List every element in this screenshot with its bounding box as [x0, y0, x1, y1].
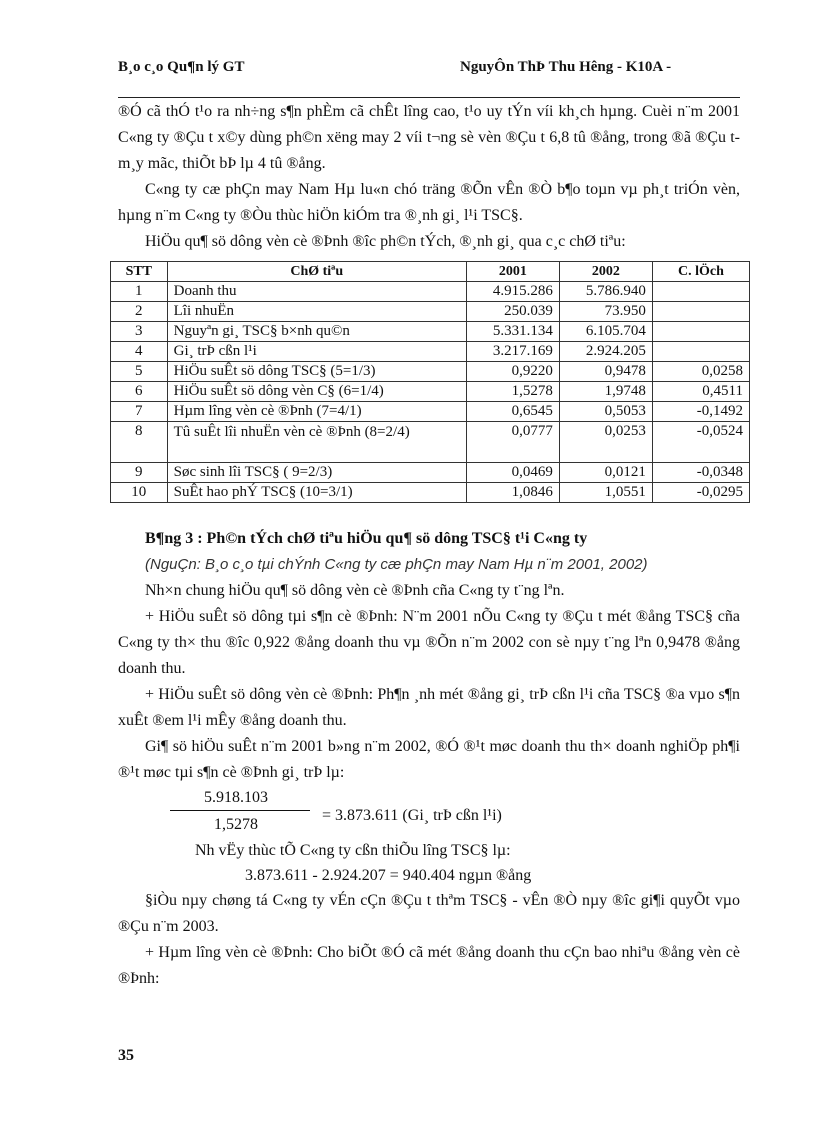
body-paragraph-4: Gi¶ sö hiÖu suÊt n¨m 2001 b»ng n¨m 2002, ®Ó ®¹t møc doanh thu th× doanh nghiÖp ph¶i ®¹t møc tµi s¶n cè ®Þnh gi¸ trÞ lµ:: [118, 738, 740, 781]
row-indicator: Lîi nhuËn: [167, 302, 466, 322]
row-diff: 0,0258: [652, 362, 749, 382]
row-2001: 1,0846: [466, 483, 559, 503]
row-2001: 0,0469: [466, 463, 559, 483]
row-2002: 5.786.940: [559, 282, 652, 302]
row-2002: 1,9748: [559, 382, 652, 402]
col-2001-header: 2001: [466, 262, 559, 282]
table-row: [111, 282, 750, 302]
row-2002: 2.924.205: [559, 342, 652, 362]
table-row: [111, 483, 750, 503]
efficiency-table: [110, 261, 750, 503]
row-stt: 2: [111, 302, 168, 322]
table-row: [111, 463, 750, 483]
row-2002: 73.950: [559, 302, 652, 322]
row-2001: 4.915.286: [466, 282, 559, 302]
row-stt: 5: [111, 362, 168, 382]
col-indicator-header: ChØ tiªu: [167, 262, 466, 282]
intro-paragraph-1: ®Ó cã thÓ t¹o ra nh÷ng s¶n phÈm cã chÊt lîng cao, t¹o uy tÝn víi kh¸ch hµng. Cuèi n¨m 2001 C«ng ty ®Çu t x©y dùng ph©n xëng may 2 víi t¬ng sè vèn ®Çu t 6,8 tû ®ång, trong ®ã ®Çu t m¸y mãc, thiÕt bÞ lµ 4 tû ®ång.: [118, 103, 740, 172]
table-row: [111, 402, 750, 422]
row-stt: 6: [111, 382, 168, 402]
fraction-bar: [170, 810, 310, 811]
table-row: [111, 382, 750, 402]
row-diff: -0,0348: [652, 463, 749, 483]
header-rule: [118, 97, 740, 98]
fraction-denominator: 1,5278: [214, 816, 258, 833]
header-right-text: NguyÔn ThÞ Thu Hêng - K10A -: [460, 59, 672, 75]
row-2002: 1,0551: [559, 483, 652, 503]
row-indicator: Gi¸ trÞ cßn l¹i: [167, 342, 466, 362]
row-stt: 9: [111, 463, 168, 483]
intro-paragraph-2: C«ng ty cæ phÇn may Nam Hµ lu«n chó träng ®Õn vÊn ®Ò b¶o toµn vµ ph¸t triÓn vèn, hµng n¨m C«ng ty ®Òu thùc hiÖn kiÓm tra ®¸nh gi¸ l¹i TSC§.: [118, 181, 740, 224]
intro-paragraph-3: HiÖu qu¶ sö dông vèn cè ®Þnh ®îc ph©n tÝch, ®¸nh gi¸ qua c¸c chØ tiªu:: [145, 233, 626, 250]
header-left-text: B¸o c¸o Qu¶n lý GT: [118, 59, 245, 75]
col-diff-header: C. lÖch: [652, 262, 749, 282]
row-diff: [652, 342, 749, 362]
row-2001: 0,0777: [466, 422, 559, 463]
row-2002: 6.105.704: [559, 322, 652, 342]
row-indicator: Søc sinh lîi TSC§ ( 9=2/3): [167, 463, 466, 483]
row-stt: 10: [111, 483, 168, 503]
row-2002: 0,5053: [559, 402, 652, 422]
fraction-result: = 3.873.611 (Gi¸ trÞ cßn l¹i): [322, 807, 502, 824]
row-indicator: HiÖu suÊt sö dông vèn C§ (6=1/4): [167, 382, 466, 402]
table-row: [111, 322, 750, 342]
row-stt: 3: [111, 322, 168, 342]
table-row: [111, 302, 750, 322]
table-source: (NguÇn: B¸o c¸o tµi chÝnh C«ng ty cæ phÇn may Nam Hµ n¨m 2001, 2002): [145, 556, 648, 573]
table-caption: B¶ng 3 : Ph©n tÝch chØ tiªu hiÖu qu¶ sö dông TSC§ t¹i C«ng ty: [145, 530, 588, 547]
table-header-row: [111, 262, 750, 282]
row-indicator: SuÊt hao phÝ TSC§ (10=3/1): [167, 483, 466, 503]
row-stt: 8: [111, 422, 168, 463]
row-indicator: Doanh thu: [167, 282, 466, 302]
body-paragraph-7: + Hµm lîng vèn cè ®Þnh: Cho biÕt ®Ó cã mét ®ång doanh thu cÇn bao nhiªu ®ång vèn cè ®Þnh:: [118, 944, 740, 987]
row-indicator: Hµm lîng vèn cè ®Þnh (7=4/1): [167, 402, 466, 422]
row-diff: [652, 322, 749, 342]
row-indicator: HiÖu suÊt sö dông TSC§ (5=1/3): [167, 362, 466, 382]
table-row: [111, 422, 750, 463]
row-2001: 5.331.134: [466, 322, 559, 342]
body-paragraph-2: + HiÖu suÊt sö dông tµi s¶n cè ®Þnh: N¨m 2001 nÕu C«ng ty ®Çu t mét ®ång TSC§ cña C«ng ty th× thu ®îc 0,922 ®ång doanh thu vµ ®Õn n¨m 2002 con sè nµy t¨ng lªn 0,9478 ®ång doanh thu.: [118, 608, 740, 677]
row-2001: 250.039: [466, 302, 559, 322]
table-row: [111, 342, 750, 362]
row-indicator: Tû suÊt lîi nhuËn vèn cè ®Þnh (8=2/4): [167, 422, 466, 463]
table-row: [111, 362, 750, 382]
row-diff: [652, 302, 749, 322]
row-indicator: Nguyªn gi¸ TSC§ b×nh qu©n: [167, 322, 466, 342]
body-paragraph-5: Nh vËy thùc tÕ C«ng ty cßn thiÕu lîng TSC§ lµ:: [195, 842, 511, 859]
row-2001: 0,6545: [466, 402, 559, 422]
row-2002: 0,0121: [559, 463, 652, 483]
row-diff: 0,4511: [652, 382, 749, 402]
row-2002: 0,0253: [559, 422, 652, 463]
page-number: 35: [118, 1047, 134, 1064]
row-diff: -0,1492: [652, 402, 749, 422]
row-stt: 4: [111, 342, 168, 362]
row-stt: 1: [111, 282, 168, 302]
col-2002-header: 2002: [559, 262, 652, 282]
body-paragraph-3: + HiÖu suÊt sö dông vèn cè ®Þnh: Ph¶n ¸nh mét ®ång gi¸ trÞ cßn l¹i cña TSC§ ®a vµo s¶n xuÊt ®em l¹i mÊy ®ång doanh thu.: [118, 686, 740, 729]
body-paragraph-1: Nh×n chung hiÖu qu¶ sö dông vèn cè ®Þnh cña C«ng ty t¨ng lªn.: [145, 582, 565, 599]
row-stt: 7: [111, 402, 168, 422]
row-2002: 0,9478: [559, 362, 652, 382]
shortfall-calculation: 3.873.611 - 2.924.207 = 940.404 ngµn ®ång: [245, 867, 532, 884]
row-diff: -0,0295: [652, 483, 749, 503]
row-diff: [652, 282, 749, 302]
col-stt-header: STT: [111, 262, 168, 282]
fraction-numerator: 5.918.103: [204, 789, 268, 806]
row-2001: 0,9220: [466, 362, 559, 382]
row-2001: 1,5278: [466, 382, 559, 402]
row-diff: -0,0524: [652, 422, 749, 463]
body-paragraph-6: §iÒu nµy chøng tá C«ng ty vÉn cÇn ®Çu t thªm TSC§ - vÊn ®Ò nµy ®îc gi¶i quyÕt vµo ®Çu n¨m 2003.: [118, 892, 740, 935]
row-2001: 3.217.169: [466, 342, 559, 362]
